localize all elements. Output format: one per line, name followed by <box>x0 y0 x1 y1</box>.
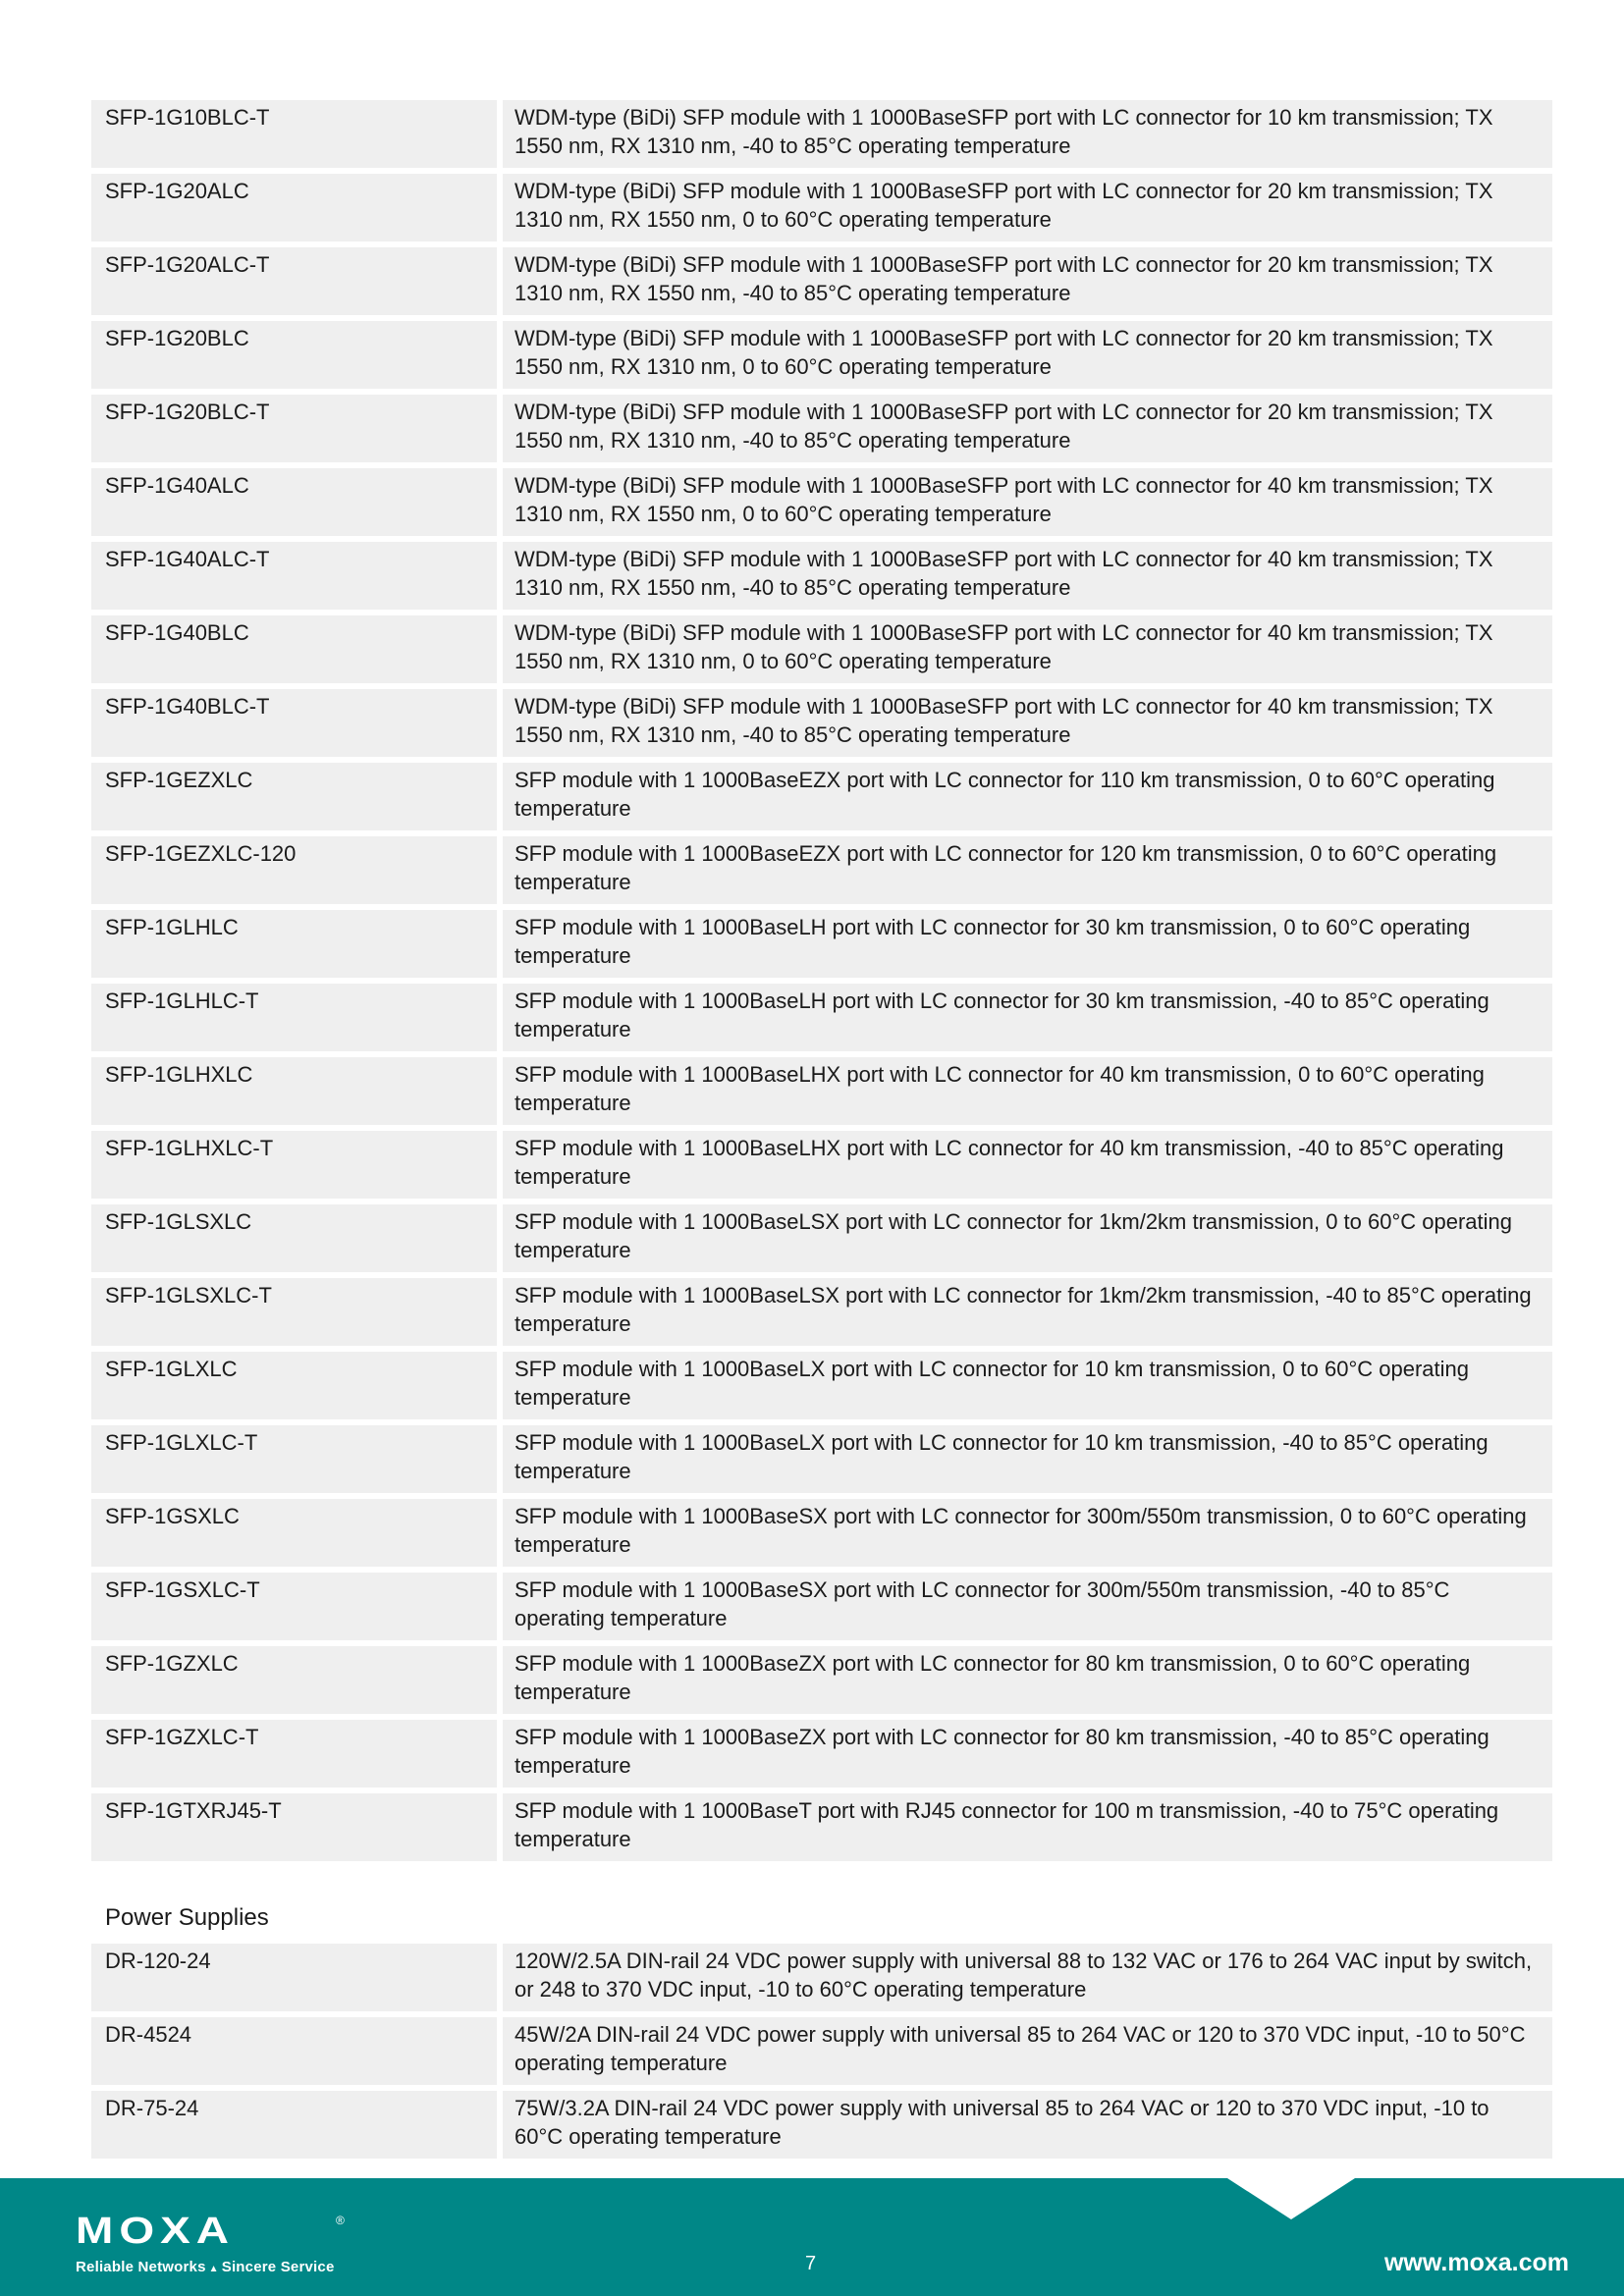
description-cell: SFP module with 1 1000BaseLX port with LC connector for 10 km transmission, -40 to 85°C operating temperature <box>503 1425 1552 1493</box>
table-row <box>91 689 1552 757</box>
tagline-left: Reliable Networks <box>76 2259 206 2275</box>
description-cell: WDM-type (BiDi) SFP module with 1 1000BaseSFP port with LC connector for 10 km transmission; TX 1550 nm, RX 1310 nm, -40 to 85°C operating temperature <box>503 100 1552 168</box>
table-row <box>91 1057 1552 1125</box>
description-cell: SFP module with 1 1000BaseLHX port with LC connector for 40 km transmission, 0 to 60°C operating temperature <box>503 1057 1552 1125</box>
footer-band <box>0 2178 1624 2296</box>
model-name-cell: DR-75-24 <box>91 2091 497 2159</box>
table-row <box>91 174 1552 241</box>
tagline-right: Sincere Service <box>221 2259 335 2275</box>
model-name-cell: DR-120-24 <box>91 1944 497 2011</box>
description-cell: 75W/3.2A DIN-rail 24 VDC power supply with universal 85 to 264 VAC or 120 to 370 VDC input, -10 to 60°C operating temperature <box>503 2091 1552 2159</box>
model-name-cell: SFP-1GSXLC-T <box>91 1573 497 1640</box>
description-cell: SFP module with 1 1000BaseLHX port with LC connector for 40 km transmission, -40 to 85°C operating temperature <box>503 1131 1552 1199</box>
section-title-power-supplies: Power Supplies <box>105 1904 269 1931</box>
description-cell: WDM-type (BiDi) SFP module with 1 1000BaseSFP port with LC connector for 40 km transmission; TX 1550 nm, RX 1310 nm, -40 to 85°C operating temperature <box>503 689 1552 757</box>
model-name-cell: SFP-1G20ALC <box>91 174 497 241</box>
model-name-cell: SFP-1G20BLC-T <box>91 395 497 462</box>
table-row <box>91 2091 1552 2159</box>
table-row <box>91 1793 1552 1861</box>
logo-tagline <box>76 2259 334 2275</box>
website-link[interactable]: www.moxa.com <box>1383 2249 1569 2276</box>
model-name-cell: SFP-1GZXLC-T <box>91 1720 497 1788</box>
page-number: 7 <box>805 2253 817 2274</box>
description-cell: SFP module with 1 1000BaseSX port with LC connector for 300m/550m transmission, -40 to 85°C operating temperature <box>503 1573 1552 1640</box>
table-row <box>91 321 1552 389</box>
sfp-module-rows <box>91 100 1552 1861</box>
table-row <box>91 100 1552 168</box>
description-cell: SFP module with 1 1000BaseLX port with LC connector for 10 km transmission, 0 to 60°C operating temperature <box>503 1352 1552 1419</box>
model-name-cell: SFP-1GZXLC <box>91 1646 497 1714</box>
description-cell: 120W/2.5A DIN-rail 24 VDC power supply with universal 88 to 132 VAC or 176 to 264 VAC input by switch, or 248 to 370 VDC input, -10 to 60°C operating temperature <box>503 1944 1552 2011</box>
table-row <box>91 247 1552 315</box>
table-row <box>91 910 1552 978</box>
section-gap <box>91 1867 1552 1882</box>
model-name-cell: SFP-1GLXLC <box>91 1352 497 1419</box>
model-name-cell: SFP-1G40ALC <box>91 468 497 536</box>
description-cell: 45W/2A DIN-rail 24 VDC power supply with universal 85 to 264 VAC or 120 to 370 VDC input, -10 to 50°C operating temperature <box>503 2017 1552 2085</box>
model-name-cell: SFP-1GLHLC-T <box>91 984 497 1051</box>
model-name-cell: SFP-1GLHXLC <box>91 1057 497 1125</box>
table-row <box>91 1278 1552 1346</box>
model-name-cell: SFP-1G40BLC-T <box>91 689 497 757</box>
model-name-cell: DR-4524 <box>91 2017 497 2085</box>
table-row <box>91 984 1552 1051</box>
model-name-cell: SFP-1GSXLC <box>91 1499 497 1567</box>
description-cell: SFP module with 1 1000BaseLH port with LC connector for 30 km transmission, 0 to 60°C operating temperature <box>503 910 1552 978</box>
table-row <box>91 1573 1552 1640</box>
description-cell: SFP module with 1 1000BaseLSX port with LC connector for 1km/2km transmission, -40 to 85°C operating temperature <box>503 1278 1552 1346</box>
description-cell: SFP module with 1 1000BaseSX port with LC connector for 300m/550m transmission, 0 to 60°C operating temperature <box>503 1499 1552 1567</box>
description-cell: SFP module with 1 1000BaseEZX port with LC connector for 110 km transmission, 0 to 60°C operating temperature <box>503 763 1552 830</box>
description-cell: SFP module with 1 1000BaseT port with RJ45 connector for 100 m transmission, -40 to 75°C operating temperature <box>503 1793 1552 1861</box>
model-name-cell: SFP-1GLHXLC-T <box>91 1131 497 1199</box>
logo-wordmark: MOXA <box>76 2209 235 2252</box>
model-name-cell: SFP-1GTXRJ45-T <box>91 1793 497 1861</box>
description-cell: WDM-type (BiDi) SFP module with 1 1000BaseSFP port with LC connector for 20 km transmission; TX 1550 nm, RX 1310 nm, 0 to 60°C operating temperature <box>503 321 1552 389</box>
description-cell: WDM-type (BiDi) SFP module with 1 1000BaseSFP port with LC connector for 20 km transmission; TX 1550 nm, RX 1310 nm, -40 to 85°C operating temperature <box>503 395 1552 462</box>
table-row <box>91 1425 1552 1493</box>
model-name-cell: SFP-1GEZXLC <box>91 763 497 830</box>
description-cell: SFP module with 1 1000BaseLSX port with LC connector for 1km/2km transmission, 0 to 60°C operating temperature <box>503 1204 1552 1272</box>
description-cell: WDM-type (BiDi) SFP module with 1 1000BaseSFP port with LC connector for 40 km transmission; TX 1310 nm, RX 1550 nm, -40 to 85°C operating temperature <box>503 542 1552 610</box>
description-cell: WDM-type (BiDi) SFP module with 1 1000BaseSFP port with LC connector for 40 km transmission; TX 1550 nm, RX 1310 nm, 0 to 60°C operating temperature <box>503 615 1552 683</box>
model-name-cell: SFP-1GLHLC <box>91 910 497 978</box>
table-row <box>91 1720 1552 1788</box>
model-name-cell: SFP-1GLSXLC <box>91 1204 497 1272</box>
description-cell: SFP module with 1 1000BaseLH port with LC connector for 30 km transmission, -40 to 85°C operating temperature <box>503 984 1552 1051</box>
description-cell: WDM-type (BiDi) SFP module with 1 1000BaseSFP port with LC connector for 20 km transmission; TX 1310 nm, RX 1550 nm, 0 to 60°C operating temperature <box>503 174 1552 241</box>
model-name-cell: SFP-1GLSXLC-T <box>91 1278 497 1346</box>
model-name-cell: SFP-1G40ALC-T <box>91 542 497 610</box>
triangle-separator-icon: ▲ <box>208 2264 219 2274</box>
ordering-table <box>91 100 1552 2164</box>
table-row <box>91 1131 1552 1199</box>
table-row <box>91 395 1552 462</box>
description-cell: SFP module with 1 1000BaseZX port with LC connector for 80 km transmission, -40 to 85°C operating temperature <box>503 1720 1552 1788</box>
power-supply-rows <box>91 1944 1552 2159</box>
model-name-cell: SFP-1GEZXLC-120 <box>91 836 497 904</box>
table-row <box>91 763 1552 830</box>
description-cell: WDM-type (BiDi) SFP module with 1 1000BaseSFP port with LC connector for 40 km transmission; TX 1310 nm, RX 1550 nm, 0 to 60°C operating temperature <box>503 468 1552 536</box>
registered-mark: ® <box>336 2214 345 2227</box>
description-cell: SFP module with 1 1000BaseZX port with LC connector for 80 km transmission, 0 to 60°C operating temperature <box>503 1646 1552 1714</box>
moxa-logo <box>76 2209 351 2275</box>
model-name-cell: SFP-1G20BLC <box>91 321 497 389</box>
description-cell: SFP module with 1 1000BaseEZX port with LC connector for 120 km transmission, 0 to 60°C operating temperature <box>503 836 1552 904</box>
table-row <box>91 615 1552 683</box>
table-row <box>91 1352 1552 1419</box>
table-row <box>91 836 1552 904</box>
table-row <box>91 1646 1552 1714</box>
footer-notch-shape <box>1227 2178 1355 2219</box>
table-row <box>91 1944 1552 2011</box>
model-name-cell: SFP-1G20ALC-T <box>91 247 497 315</box>
table-row <box>91 468 1552 536</box>
model-name-cell: SFP-1G40BLC <box>91 615 497 683</box>
model-name-cell: SFP-1GLXLC-T <box>91 1425 497 1493</box>
model-name-cell: SFP-1G10BLC-T <box>91 100 497 168</box>
table-row <box>91 1204 1552 1272</box>
table-row <box>91 1499 1552 1567</box>
table-row <box>91 542 1552 610</box>
table-row <box>91 2017 1552 2085</box>
description-cell: WDM-type (BiDi) SFP module with 1 1000BaseSFP port with LC connector for 20 km transmission; TX 1310 nm, RX 1550 nm, -40 to 85°C operating temperature <box>503 247 1552 315</box>
